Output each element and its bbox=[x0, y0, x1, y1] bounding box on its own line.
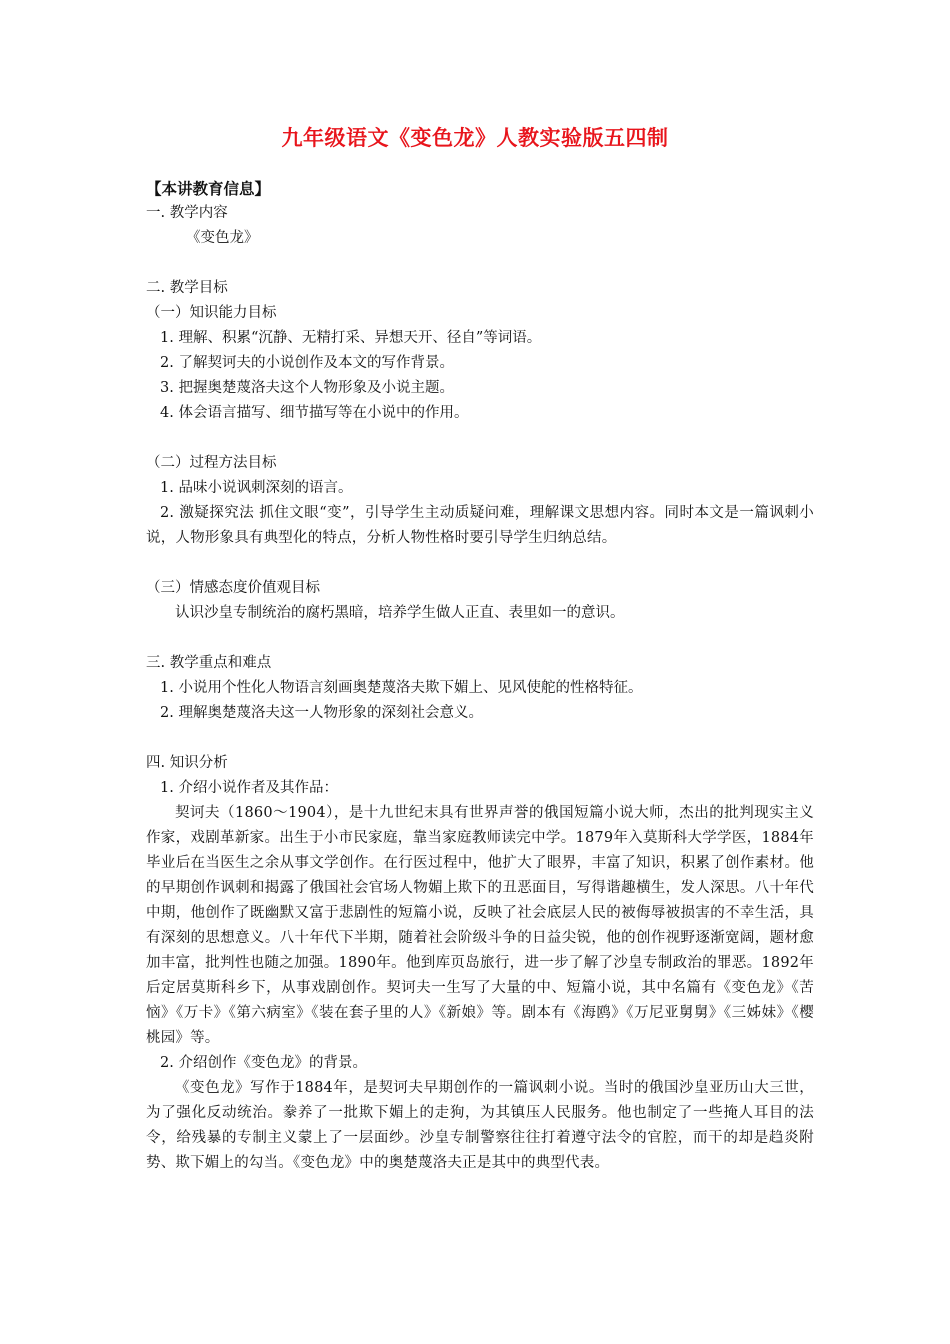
list-item: 4. 体会语言描写、细节描写等在小说中的作用。 bbox=[160, 405, 469, 421]
list-item: 3. 把握奥楚蔑洛夫这个人物形象及小说主题。 bbox=[160, 380, 454, 396]
attitude-goal-text: 认识沙皇专制统治的腐朽黑暗，培养学生做人正直、表里如一的意识。 bbox=[175, 605, 625, 621]
list-item: 1. 品味小说讽刺深刻的语言。 bbox=[160, 480, 353, 496]
list-item: 2. 介绍创作《变色龙》的背景。 bbox=[160, 1055, 367, 1071]
list-item: 1. 理解、积累“沉静、无精打采、异想天开、径自”等词语。 bbox=[160, 330, 542, 346]
background-paragraph: 《变色龙》写作于1884年，是契诃夫早期创作的一篇讽刺小说。当时的俄国沙皇亚历山大三世，为了强化反动统治。豢养了一批欺下媚上的走狗，为其镇压人民服务。他也制定了一些掩人耳目的法令，给残暴的专制主义蒙上了一层面纱。沙皇专制警察往往打着遵守法令的官腔，而干的却是趋炎附势、欺下媚上的勾当。《变色龙》中的奥楚蔑洛夫正是其中的典型代表。 bbox=[146, 1080, 814, 1171]
heading-key-points: 三. 教学重点和难点 bbox=[146, 655, 272, 671]
list-item: 2. 了解契诃夫的小说创作及本文的写作背景。 bbox=[160, 355, 454, 371]
subheading-process-goals: （二）过程方法目标 bbox=[146, 455, 277, 471]
list-item: 1. 小说用个性化人物语言刻画奥楚蔑洛夫欺下媚上、见风使舵的性格特征。 bbox=[160, 680, 643, 696]
section-header: 【本讲教育信息】 bbox=[146, 179, 271, 198]
list-item: 2. 理解奥楚蔑洛夫这一人物形象的深刻社会意义。 bbox=[160, 705, 483, 721]
heading-teaching-goals: 二. 教学目标 bbox=[146, 280, 228, 296]
heading-teaching-content: 一. 教学内容 bbox=[146, 205, 228, 221]
heading-knowledge-analysis: 四. 知识分析 bbox=[146, 755, 228, 771]
document-body bbox=[146, 176, 814, 1176]
process-goal-paragraph: 2. 激疑探究法 抓住文眼“变”，引导学生主动质疑问难，理解课文思想内容。同时本文是一篇讽刺小说，人物形象具有典型化的特点，分析人物性格时要引导学生归纳总结。 bbox=[146, 505, 814, 546]
teaching-content-text: 《变色龙》 bbox=[186, 230, 259, 246]
document-title: 九年级语文《变色龙》人教实验版五四制 bbox=[281, 125, 669, 150]
subheading-attitude-goals: （三）情感态度价值观目标 bbox=[146, 580, 320, 596]
subheading-knowledge-goals: （一）知识能力目标 bbox=[146, 305, 277, 321]
list-item: 1. 介绍小说作者及其作品： bbox=[160, 780, 338, 796]
author-paragraph: 契诃夫（1860～1904），是十九世纪末具有世界声誉的俄国短篇小说大师，杰出的批判现实主义作家，戏剧革新家。出生于小市民家庭，靠当家庭教师读完中学。1879年入莫斯科大学学医，1884年毕业后在当医生之余从事文学创作。在行医过程中，他扩大了眼界，丰富了知识，积累了创作素材。他的早期创作讽刺和揭露了俄国社会官场人物媚上欺下的丑恶面目，写得谐趣横生，发人深思。八十年代中期，他创作了既幽默又富于悲剧性的短篇小说，反映了社会底层人民的被侮辱被损害的不幸生活，具有深刻的思想意义。八十年代下半期，随着社会阶级斗争的日益尖锐，他的创作视野逐渐宽阔，题材愈加丰富，批判性也随之加强。1890年。他到库页岛旅行，进一步了解了沙皇专制政治的罪恶。1892年后定居莫斯科乡下，从事戏剧创作。契诃夫一生写了大量的中、短篇小说，其中名篇有《变色龙》《苦恼》《万卡》《第六病室》《装在套子里的人》《新娘》等。剧本有《海鸥》《万尼亚舅舅》《三姊妹》《樱桃园》等。 bbox=[146, 805, 814, 1046]
